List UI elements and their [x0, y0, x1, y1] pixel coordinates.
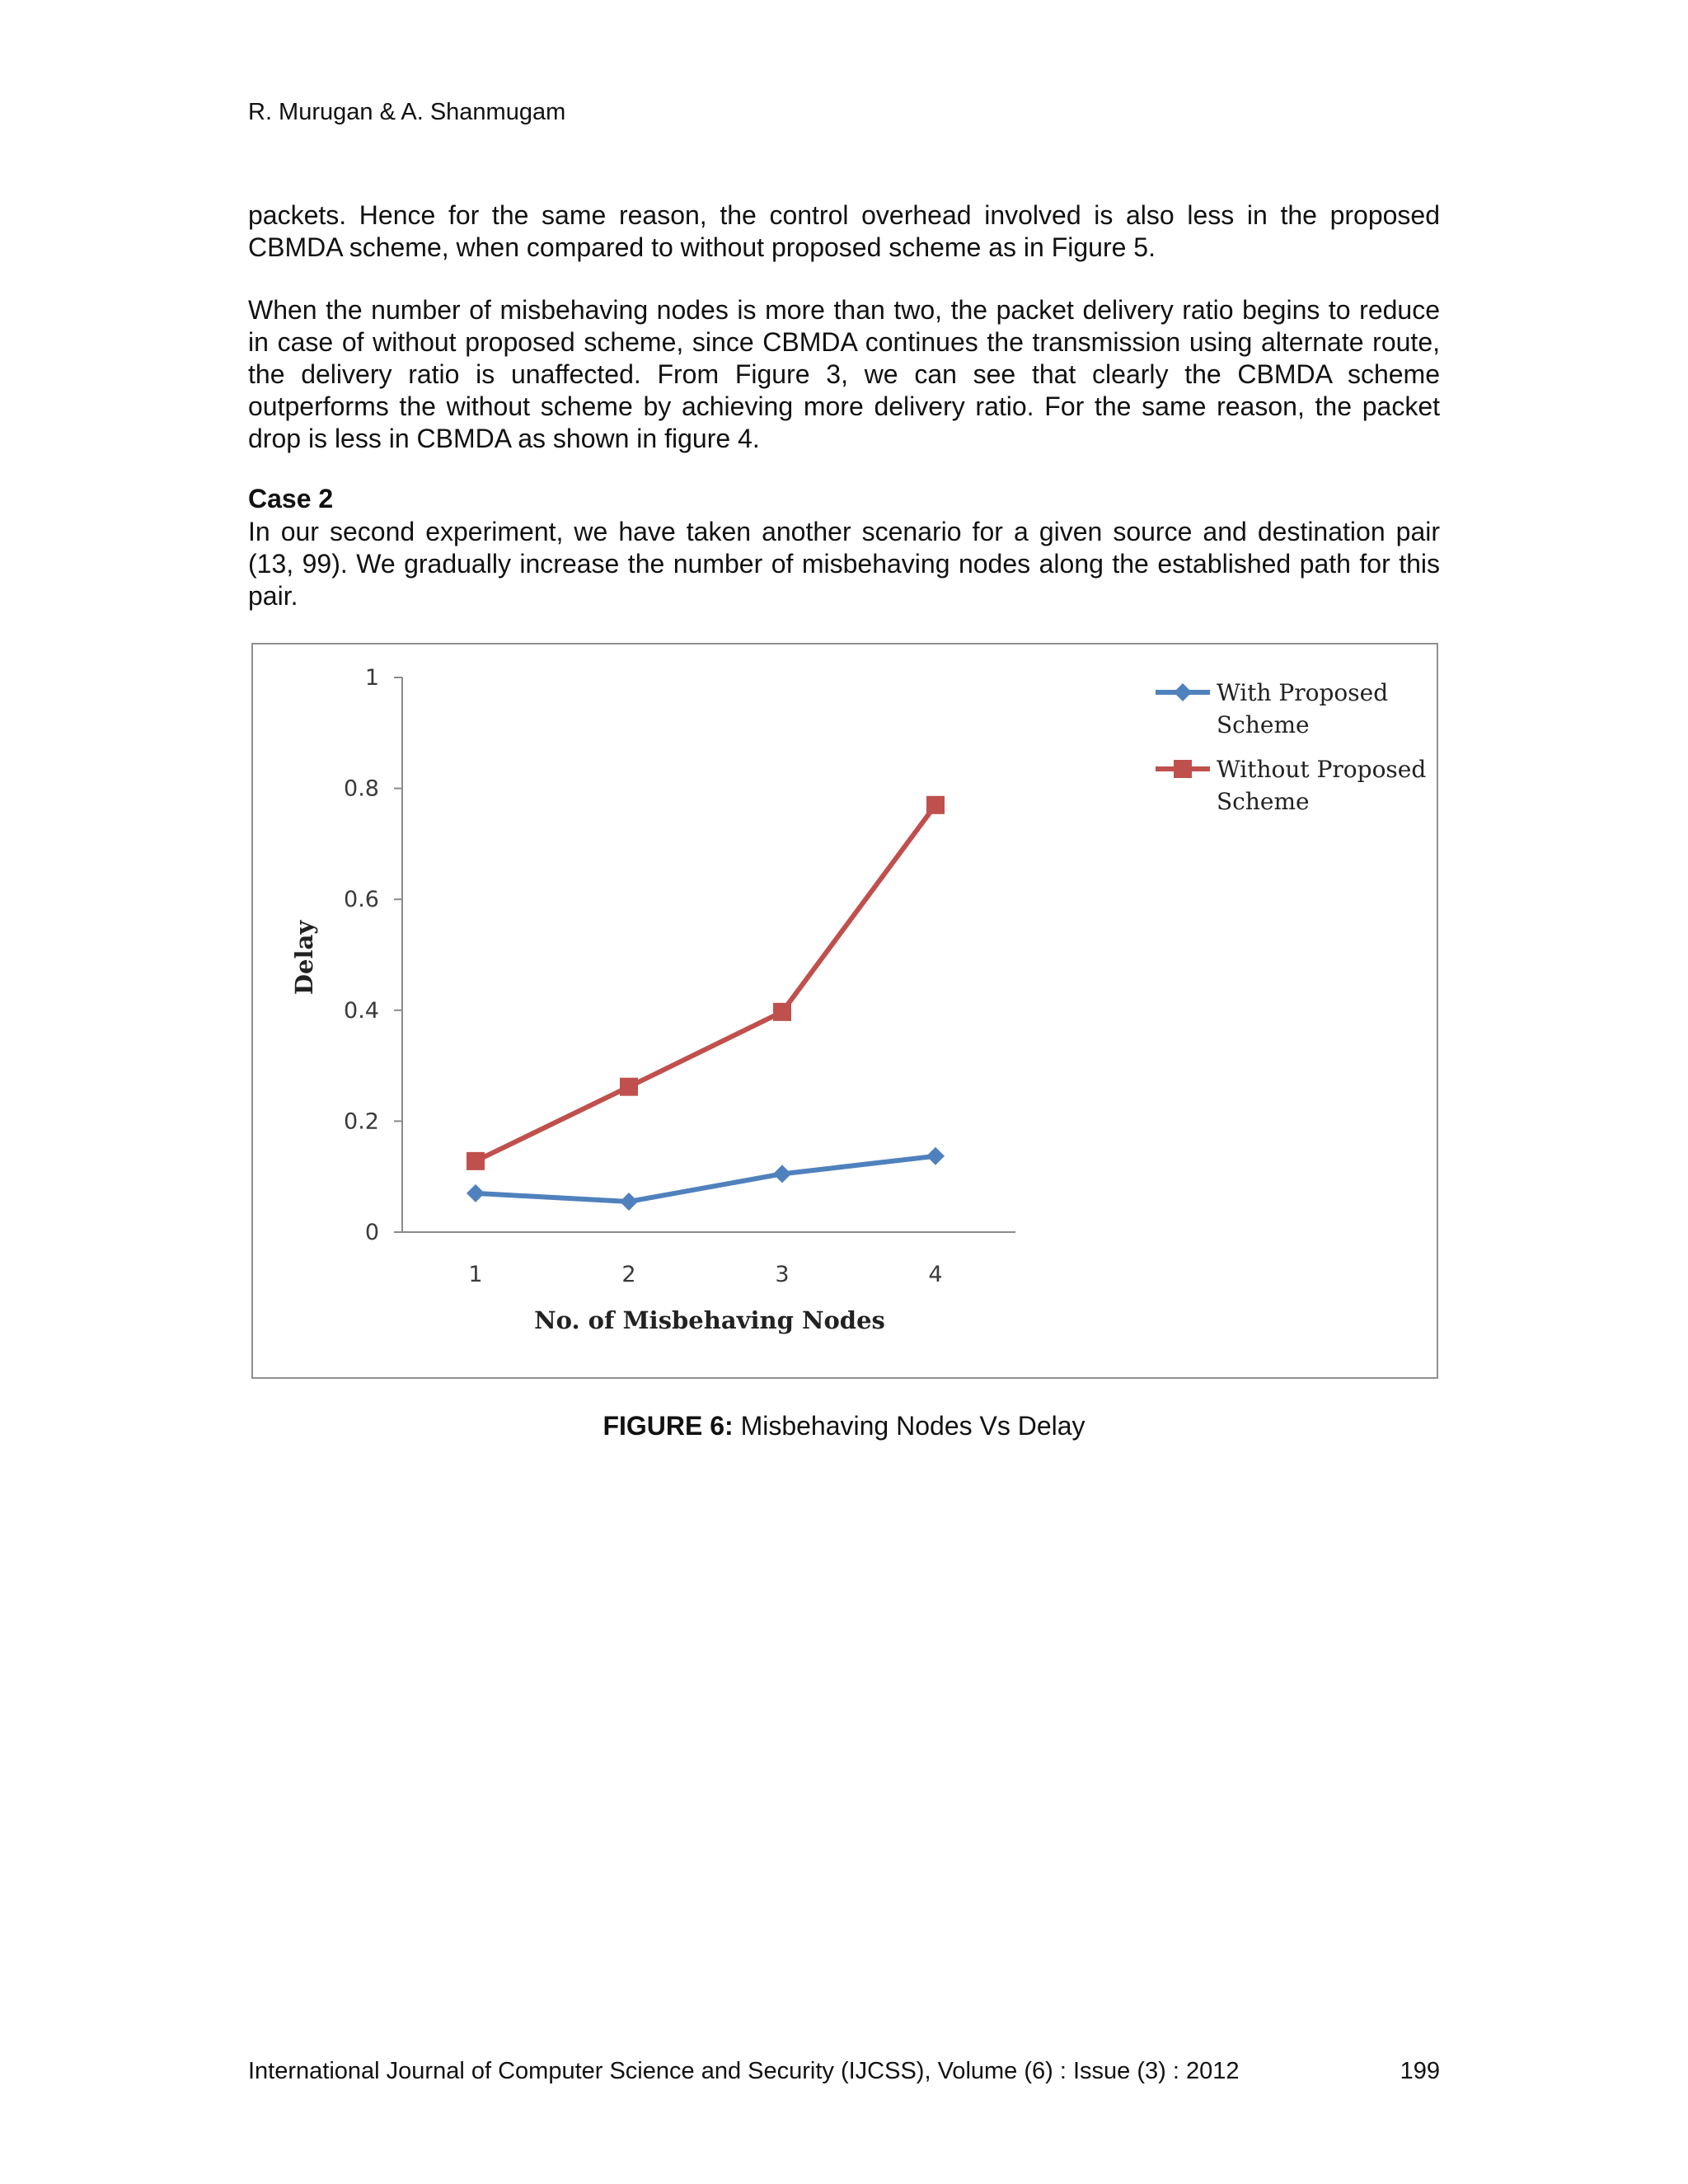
figure-frame — [251, 643, 1438, 1379]
x-tick-label: 1 — [468, 1262, 483, 1287]
y-tick-label: 0 — [364, 1220, 379, 1245]
legend-label: With Proposed — [1217, 679, 1389, 706]
line-chart — [253, 644, 1437, 1377]
data-point-square — [620, 1078, 638, 1096]
legend-marker-diamond — [1174, 683, 1192, 701]
body-paragraph: In our second experiment, we have taken another scenario for a given source and destination pair (13, 99). We gradually increase the number of misbehaving nodes along the established path for this pair. — [248, 517, 1440, 611]
series-line — [476, 805, 935, 1161]
data-point-square — [773, 1003, 791, 1021]
data-point-diamond — [773, 1165, 791, 1183]
data-point-square — [926, 796, 945, 814]
journal-citation: International Journal of Computer Science and Security (IJCSS), Volume (6) : Issue (3) : 2012 — [248, 2058, 1240, 2084]
x-tick-label: 3 — [775, 1262, 790, 1287]
data-point-square — [467, 1152, 485, 1170]
figure-caption-label: FIGURE 6: — [603, 1411, 734, 1441]
x-tick-label: 4 — [928, 1262, 943, 1287]
y-tick-label: 0.4 — [344, 997, 379, 1024]
section-heading: Case 2 — [248, 484, 334, 513]
y-tick-label: 0.2 — [344, 1108, 379, 1135]
legend-marker-square — [1174, 760, 1192, 778]
legend-label: Scheme — [1217, 711, 1310, 738]
data-point-diamond — [926, 1147, 945, 1165]
y-tick-label: 0.6 — [344, 887, 379, 913]
data-point-diamond — [620, 1193, 638, 1211]
data-point-diamond — [467, 1184, 485, 1202]
series-line — [476, 1156, 935, 1202]
y-tick-label: 1 — [364, 665, 379, 691]
body-paragraph: When the number of misbehaving nodes is more than two, the packet delivery ratio begins to reduce in case of without proposed scheme, since CBMDA continues the transmission using alternate route, the delivery ratio is unaffected. From Figure 3, we can see that clearly the CBMDA scheme outperforms the without scheme by achieving more delivery ratio. For the same reason, the packet drop is less in CBMDA as shown in figure 4. — [248, 295, 1440, 453]
running-head: R. Murugan & A. Shanmugam — [248, 99, 566, 125]
body-paragraph: packets. Hence for the same reason, the control overhead involved is also less in the proposed CBMDA scheme, when compared to without proposed scheme as in Figure 5. — [248, 200, 1440, 262]
x-tick-label: 2 — [621, 1262, 636, 1287]
x-axis-title: No. of Misbehaving Nodes — [534, 1306, 885, 1334]
page-footer — [248, 2056, 1440, 2086]
y-tick-label: 0.8 — [344, 776, 379, 802]
legend-label: Scheme — [1217, 788, 1310, 815]
figure-caption-text: Misbehaving Nodes Vs Delay — [733, 1411, 1085, 1441]
legend-label: Without Proposed — [1217, 756, 1427, 783]
y-axis-title: Delay — [290, 920, 318, 996]
page-number: 199 — [1400, 2058, 1440, 2084]
figure-caption — [0, 1409, 1688, 1442]
